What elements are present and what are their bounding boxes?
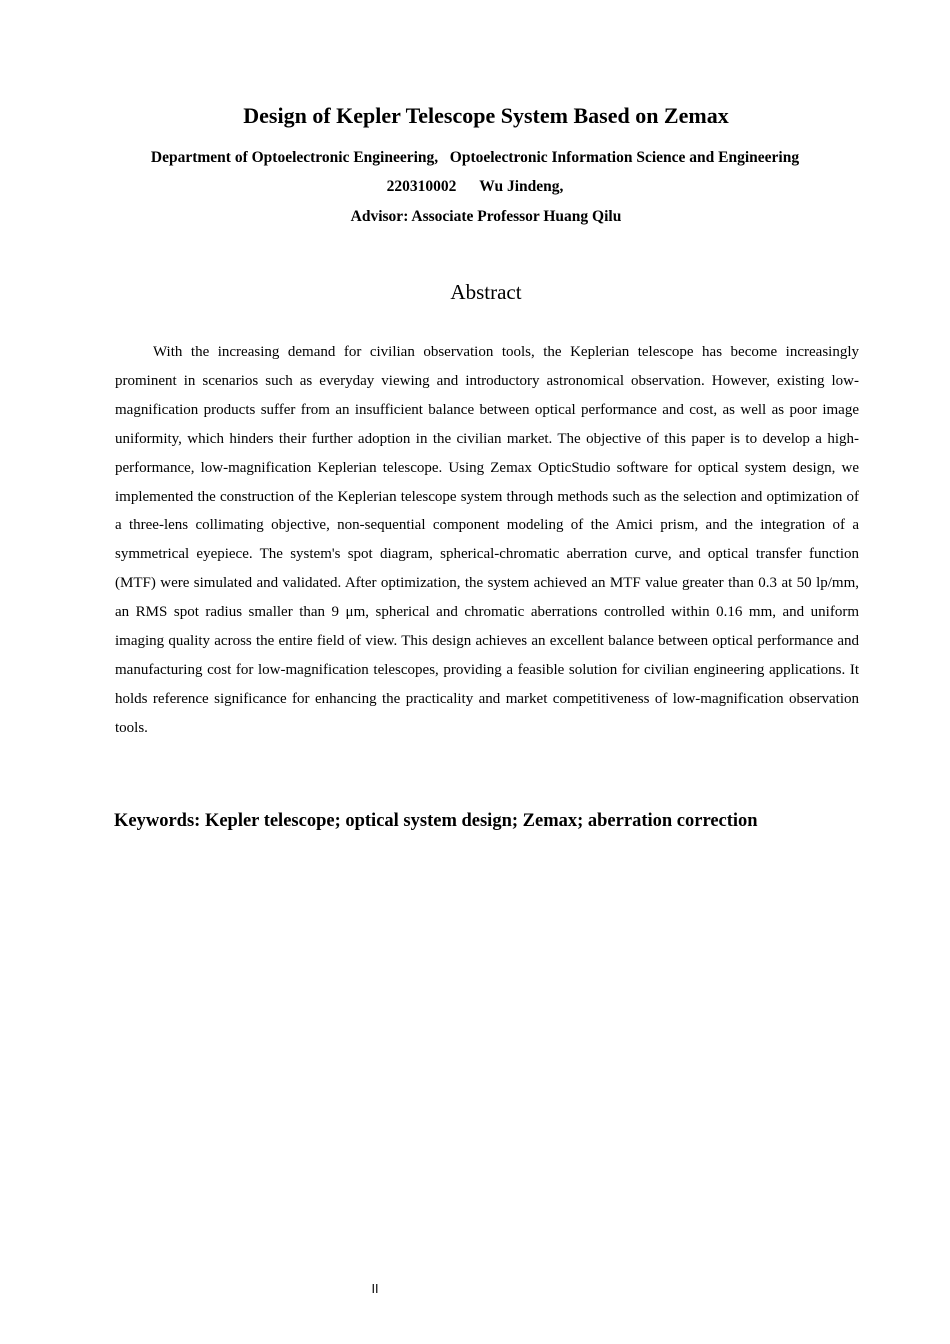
abstract-heading: Abstract — [450, 280, 522, 304]
page-number: II — [371, 1282, 379, 1296]
paper-title: Design of Kepler Telescope System Based on Zemax — [243, 103, 729, 128]
abstract-body: With the increasing demand for civilian observation tools, the Keplerian telescope has become increasingly prominent in scenarios such as everyday viewing and introductory astronomical observation. However, existing low-magnification products suffer from an insufficient balance between optical performance and cost, as well as poor image uniformity, which hinders their further adoption in the civilian market. The objective of this paper is to develop a high-performance, low-magnification Keplerian telescope. Using Zemax OpticStudio software for optical system design, we implemented the construction of the Keplerian telescope system through methods such as the selection and optimization of a three-lens collimating objective, non-sequential component modeling of the Amici prism, and the integration of a symmetrical eyepiece. The system's spot diagram, spherical-chromatic aberration curve, and optical transfer function (MTF) were simulated and validated. After optimization, the system achieved an MTF value greater than 0.3 at 50 lp/mm, an RMS spot radius smaller than 9 μm, spherical and chromatic aberrations controlled within 0.16 mm, and uniform imaging quality across the entire field of view. This design achieves an excellent balance between optical performance and manufacturing cost for low-magnification telescopes, providing a feasible solution for civilian engineering applications. It holds reference significance for enhancing the practicality and market competitiveness of low-magnification observation tools. — [115, 344, 859, 736]
advisor-line: Advisor: Associate Professor Huang Qilu — [350, 208, 622, 225]
keywords-line: Keywords: Kepler telescope; optical system design; Zemax; aberration correction — [114, 811, 758, 831]
department-line: Department of Optoelectronic Engineering, Optoelectronic Information Science and Engineering — [150, 149, 800, 166]
author-line: 220310002 Wu Jindeng, — [386, 178, 564, 195]
